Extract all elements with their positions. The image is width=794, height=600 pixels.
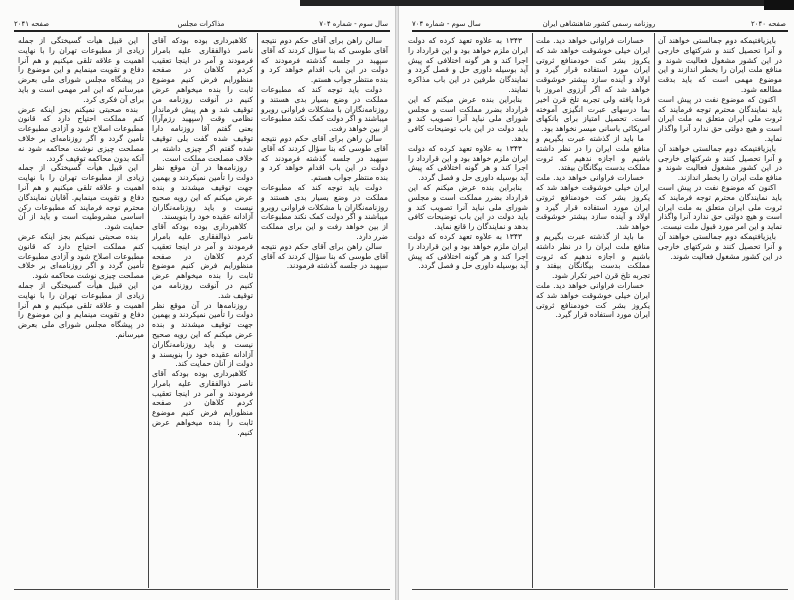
paragraph: سالن راهن برای آقای حکم دوم نتیجه آقای طوسی که بنا سؤال کردند که آقای سپهبد در جلسه گذشته فرمودند.: [261, 241, 388, 271]
paragraph: بنده صحبتی نمیکنم بجز اینکه عرض کنم مملکت احتیاج دارد که قانون مطبوعات اصلاح شود و آزادی مطبوعات تأمین گردد و اگر روزنامه‌ای بر خلاف مصلحت چیزی نوشت محاکمه شود.: [18, 231, 144, 281]
paragraph: بایزیافتیمکه دوم جمالستی خواهند آن و آنرا تحصیل کنند و شرکتهای خارجی در این کشور مشغول فعالیت شوند.: [658, 231, 782, 261]
paragraph: بنابراین بنده عرض میکنم که این قرارداد بضرر مملکت است و مجلس شورای ملی نباید آنرا تصویب کند و باید دولت در این باب توضیحات کافی بدهد.: [408, 94, 528, 143]
paragraph: سالن راهن برای آقای حکم دوم نتیجه آقای طوسی که بنا سؤال کردند که آقای سپهبد در جلسه گذشته فرمودند که دولت در این باب اقدام خواهد کرد و بنده منتظر جواب هستم.: [261, 36, 388, 85]
section-title: مذاکرات مجلس: [177, 20, 225, 28]
header-rule: [412, 30, 788, 32]
paragraph: دولت باید توجه کند که مطبوعات مملکت در وضع بسیار بدی هستند و روزنامه‌نگاران با مشکلات فراوانی روبرو میباشند و اگر دولت کمک نکند مطبوعات از بین خواهد رفت.: [261, 84, 388, 134]
paragraph: این قبیل هیأت گسیختگی از جمله زیادی از مطبوعات تهران را با نهایت اهمیت و علاقه تلقی میکنیم و هم آنرا دفاع و تقویت مینمایم و این موضوع را در پیشگاه مجلس شورای ملی بعرض میرسانم.: [18, 280, 144, 339]
text-column-2: [148, 36, 257, 586]
scan-corner: [764, 0, 794, 10]
text-column-3: [404, 36, 532, 586]
page-header: [14, 19, 388, 30]
text-column-1: [654, 36, 786, 586]
paragraph: این قبیل هیأت گسیختگی از جمله زیادی از مطبوعات تهران را با نهایت اهمیت و علاقه تلقی میکنیم و هم آنرا دفاع و تقویت مینمایم و این موضوع را در پیشگاه مجلس شورای ملی بعرض میرسانم که این امر مهمی است و باید برای آن فکری کرد.: [18, 36, 144, 104]
paragraph: کلاهبرداری بوده بودکه آقای ناصر ذوالفقاری علیه بامرار فرمودند و آمر در اینجا تعقیب کردم کلاهان در صفحه منظورایم فرض کنیم موضوع ثابت را بنده میخواهم عرض کنیم در آنوقت روزنامه من توقیف شد و هم پیش فرماندار نظامی وقت (سپهبد رزم‌آرا) بعنی گفتم آقا روزنامه دارا توقیف شده گفت بلی توقیف شده گفتم اگر چیزی داشته بر خلاف مصلحت مملکت است.: [152, 36, 253, 163]
paragraph: اکنون که موضوع نفت در پیش است باید نمایندگان محترم توجه فرمایند که ثروت ملی ایران متعلق به ملت ایران است و هیچ دولتی حق ندارد آنرا واگذار نماید.: [658, 94, 782, 143]
gazette-title: روزنامه رسمی کشور شاهنشاهی ایران: [542, 20, 656, 28]
column-divider: [257, 33, 258, 588]
paragraph: روزنامه‌ها در آن موقع نظر دولت را تأمین نمیکردند و بهمین جهت توقیف میشدند و بنده عرض میکنم که این رویه صحیح نیست و باید روزنامه‌نگاران آزادانه عقیده خود را بنویسند و دولت از آنان حمایت کند.: [152, 300, 253, 369]
text-column-3: [14, 36, 148, 586]
column-divider: [654, 33, 655, 588]
paragraph: کلاهبرداری بوده بودکه آقای ناصر ذوالفقاری علیه بامرار فرمودند و آمر در اینجا تعقیب کردم کلاهان در صفحه منظورایم فرض کنیم موضوع ثابت را بنده میخواهم عرض کنیم.: [152, 369, 253, 437]
paragraph: ما باید از گذشته عبرت بگیریم و منافع ملت ایران را در نظر داشته باشیم و اجازه ندهیم که ثروت مملکت بدست بیگانگان بیفتد.: [536, 133, 650, 173]
page-number: صفحه ۲۰۴۱: [14, 20, 50, 28]
binding-gutter: [395, 0, 399, 600]
paragraph: این قبیل هیأت گسیختگی از جمله زیادی از مطبوعات تهران را با نهایت اهمیت و علاقه تلقی میکنیم و هم آنرا دفاع و تقویت مینمایم. آقایان نمایندگان محترم توجه فرمایند که مطبوعات رکن اساسی مشروطیت است و باید از آن حمایت شود.: [18, 163, 144, 232]
paragraph: ما باید از گذشته عبرت بگیریم و منافع ملت ایران را در نظر داشته باشیم و اجازه ندهیم که ثروت مملکت بدست بیگانگان بیفتد و تجربه تلخ قرن اخیر تکرار شود.: [536, 231, 650, 281]
footer-rule: [412, 589, 788, 590]
footer-rule: [14, 589, 390, 590]
paragraph: سالن راهن برای آقای حکم دوم نتیجه آقای طوسی که بنا سؤال کردند که آقای سپهبد در جلسه گذشته فرمودند که دولت در این باب اقدام خواهد کرد و بنده منتظر جواب هستم.: [261, 133, 388, 183]
paragraph: بنده صحبتی نمیکنم بجز اینکه عرض کنم مملکت احتیاج دارد که قانون مطبوعات اصلاح شود و آزادی مطبوعات تأمین گردد و اگر روزنامه‌ای بر خلاف مصلحت چیزی نوشت محاکمه شود نه آنکه بدون محاکمه توقیف گردد.: [18, 104, 144, 163]
paragraph: کلاهبرداری بوده بودکه آقای ناصر ذوالفقاری علیه بامرار فرمودند و آمر در اینجا تعقیب کردم کلاهان در صفحه منظورایم فرض کنیم موضوع ثابت را بنده میخواهم عرض کنیم در آنوقت روزنامه من توقیف شد.: [152, 222, 253, 300]
page-header: [412, 19, 786, 30]
page-number: صفحه ۲۰۴۰: [750, 20, 786, 28]
scan-edge: [300, 0, 794, 6]
text-column-1: [257, 36, 392, 586]
paragraph: ۱۳۴۳ به علاوه تعهد کرده که دولت ایران ملزم خواهد بود و این قرارداد را اجرا کند و هر گونه اختلافی که پیش آید بوسیله داوری حل و فصل گردد و نمایندگان طرفین در این باب مذاکره نمایند.: [408, 36, 528, 94]
text-column-2: [532, 36, 654, 586]
paragraph: بایزیافتیمکه دوم جمالستی خواهند آن و آنرا تحصیل کنند و شرکتهای خارجی در این کشور مشغول فعالیت شوند و منافع ملت ایران را بخطر اندازند.: [658, 143, 782, 183]
paragraph: بنابراین بنده عرض میکنم که این قرارداد بضرر مملکت است و مجلس شورای ملی نباید آنرا تصویب کند و باید دولت در این باب توضیحات کافی بدهد و نمایندگان را قانع نماید.: [408, 182, 528, 232]
column-divider: [532, 33, 533, 588]
paragraph: ۱۳۴۳ به علاوه تعهد کرده که دولت ایران ملزم خواهد بود و این قرارداد را اجرا کند و هر گونه اختلافی که پیش آید بوسیله داوری حل و فصل گردد.: [408, 231, 528, 271]
left-page: [0, 0, 396, 600]
column-divider: [148, 33, 149, 588]
paragraph: اکنون که موضوع نفت در پیش است باید نمایندگان محترم توجه فرمایند که ثروت ملی ایران متعلق به ملت ایران است و هیچ دولتی حق ندارد آنرا واگذار نماید و این امر مورد قبول ملت نیست.: [658, 182, 782, 232]
paragraph: خسارات فراوانی خواهد دید. ملت ایران خیلی خوشوقت خواهد شد که یکروز بشر کت خودمنافع ثروتی ایران مورد استفاده قرار گیرد و اولاد و آینده سازد بیشتر خوشوقت خواهد شد.: [536, 173, 650, 232]
right-page: [398, 0, 794, 600]
header-rule: [14, 30, 390, 32]
paragraph: ۱۳۴۳ به علاوه تعهد کرده که دولت ایران ملزم خواهد بود و این قرارداد را اجرا کند و هر گونه اختلافی که پیش آید بوسیله داوری حل و فصل گردد.: [408, 143, 528, 183]
issue-number: سال سوم - شماره ۷۰۴: [412, 20, 481, 28]
paragraph: بایزیافتیمکه دوم جمالستی خواهند آن و آنرا تحصیل کنند و شرکتهای خارجی در این کشور مشغول فعالیت شوند و منافع ملت ایران را بخطر اندازند و این موضوع مهمی است که باید بدقت مطالعه شود.: [658, 36, 782, 94]
paragraph: خسارات فراوانی خواهد دید. ملت ایران خیلی خوشوقت خواهد شد که یکروز بشر کت خودمنافع ثروتی ایران مورد استفاده قرار گیرد و اولاد و آینده سازد بیشتر خوشوقت خواهد شد که اگر آرزوی امروز با فردا یافته ولی تجربه تلخ قرن اخیر بما درسهای عبرت انگیزی آموخته است. تحصیل امتیاز برای بانکهای امریکائی باسانی میسر نخواهد بود.: [536, 36, 650, 134]
paragraph: دولت باید توجه کند که مطبوعات مملکت در وضع بسیار بدی هستند و روزنامه‌نگاران با مشکلات فراوانی روبرو میباشند و اگر دولت کمک نکند مطبوعات از بین خواهد رفت و این برای مملکت ضرر دارد.: [261, 182, 388, 241]
issue-number: سال سوم - شماره ۷۰۴: [319, 20, 388, 28]
paragraph: خسارات فراوانی خواهد دید. ملت ایران خیلی خوشوقت خواهد شد که یکروز بشر کت خودمنافع ثروتی ایران مورد استفاده قرار گیرد.: [536, 280, 650, 320]
paragraph: روزنامه‌ها در آن موقع نظر دولت را تأمین نمیکردند و بهمین جهت توقیف میشدند و بنده عرض میکنم که این رویه صحیح نیست و باید روزنامه‌نگاران آزادانه عقیده خود را بنویسند.: [152, 163, 253, 222]
